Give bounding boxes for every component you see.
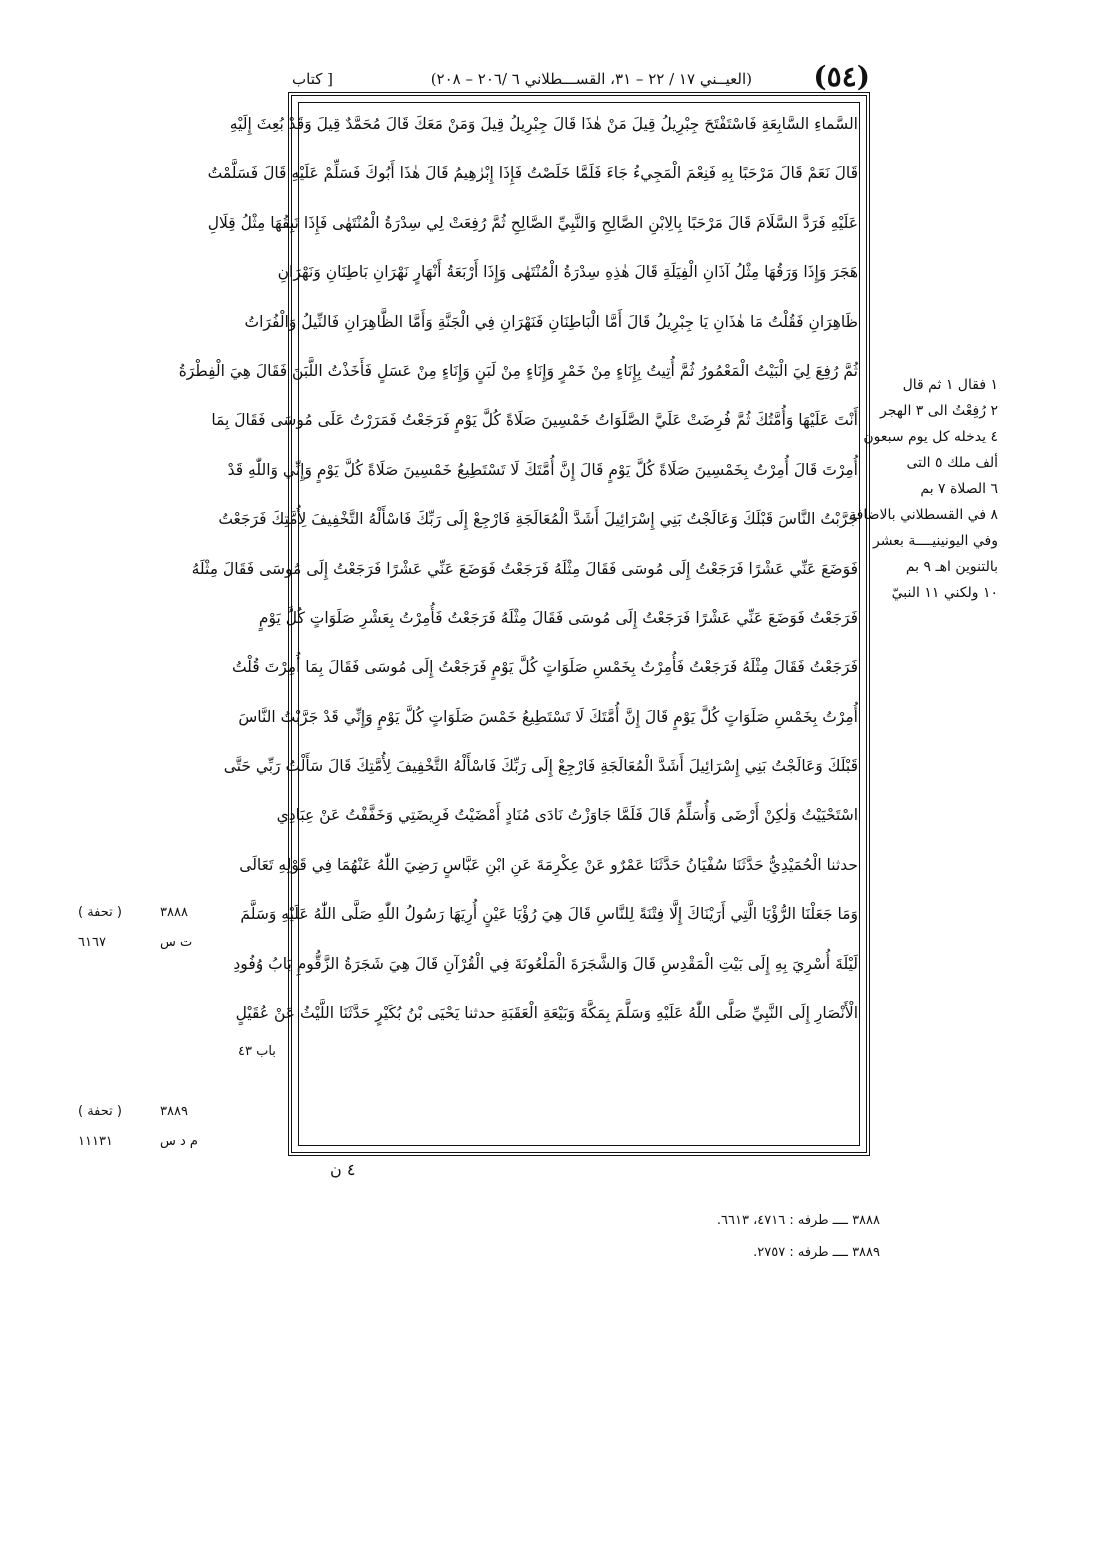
tuhfa-label: ( تحفة ) xyxy=(78,905,122,920)
header-references: (العيــني ١٧ / ٢٢ – ٣١، القســـطلاني ٦ /٢٠٦ – ٢٠٨) xyxy=(430,70,752,88)
text-line: قَبْلَكَ وَعَالَجْتُ بَنِي إِسْرَائِيلَ أَشَدَّ الْمُعَالَجَةِ فَارْجِعْ إِلَى رَبِّكَ فَاسْأَلْهُ التَّخْفِيفَ لِأُمَّتِكَ قَالَ سَأَلْتُ رَبِّي حَتَّى xyxy=(223,757,858,776)
signature-mark: ٤ ن xyxy=(330,1160,356,1179)
text-line: عَلَيْهِ فَرَدَّ السَّلَامَ قَالَ مَرْحَبًا بِالِابْنِ الصَّالِحِ وَالنَّبِيِّ الصَّالِحِ ثُمَّ رُفِعَتْ لِي سِدْرَةُ الْمُنْتَهٰى فَإِذَا نَبِقُهَا مِثْلُ قِلَالِ xyxy=(207,213,858,232)
collection-codes: ت س xyxy=(160,935,193,950)
text-line: وَمَا جَعَلْنَا الرُّؤْيَا الَّتِي أَرَيْنَاكَ إِلَّا فِتْنَةً لِلنَّاسِ قَالَ هِيَ رُؤْيَا عَيْنٍ أُرِيَهَا رَسُولُ اللّٰهِ صَلَّى اللّٰهُ عَلَيْهِ وَسَلَّمَ xyxy=(240,905,858,924)
collection-codes: م د س xyxy=(160,1134,198,1149)
variant-reading: ٤ يدخله كل يوم سبعون xyxy=(863,429,998,445)
tuhfa-number: ١١١٣١ xyxy=(78,1134,113,1149)
text-line: حدثنا الْحُمَيْدِيُّ حَدَّثَنَا سُفْيَانُ حَدَّثَنَا عَمْرٌو عَنْ عِكْرِمَةَ عَنِ ابْنِ عَبَّاسٍ رَضِيَ اللّٰهُ عَنْهُمَا فِي قَوْلِهِ تَعَالَى xyxy=(239,855,858,874)
text-line: فَرَجَعْتُ فَوَضَعَ عَنِّي عَشْرًا فَرَجَعْتُ إِلَى مُوسَى فَقَالَ مِثْلَهُ فَرَجَعْتُ فَأُمِرْتُ بِعَشْرِ صَلَوَاتٍ كُلَّ يَوْمٍ xyxy=(258,608,858,627)
text-line: أُمِرْتَ قَالَ أُمِرْتُ بِخَمْسِينَ صَلَاةً كُلَّ يَوْمٍ قَالَ إِنَّ أُمَّتَكَ لَا تَسْتَطِيعُ خَمْسِينَ صَلَاةً كُلَّ يَوْمٍ وَإِنِّي وَاللّٰهِ قَدْ xyxy=(227,460,858,479)
page-header xyxy=(292,58,870,96)
variant-readings xyxy=(849,372,998,606)
text-line: أَنْتَ عَلَيْهَا وَأُمَّتُكَ ثُمَّ فُرِضَتْ عَلَيَّ الصَّلَوَاتُ خَمْسِينَ صَلَاةً كُلَّ يَوْمٍ فَرَجَعْتُ فَمَرَرْتُ عَلَى مُوسَى فَقَالَ بِمَا xyxy=(211,411,858,430)
variant-reading: ١ فقال ١ ثم قال xyxy=(902,377,998,393)
variant-reading: ٨ في القسطلاني بالاضافة xyxy=(849,507,998,523)
page-number: (٥٤) xyxy=(813,60,870,93)
hadith-number: ٣٨٨٩ xyxy=(160,1104,188,1119)
tuhfa-number: ٦١٦٧ xyxy=(78,935,106,950)
text-line: اسْتَحْيَيْتُ وَلٰكِنْ أَرْضَى وَأُسَلِّمُ قَالَ فَلَمَّا جَاوَزْتُ نَادَى مُنَادٍ أَمْضَيْتُ فَرِيضَتِي وَخَفَّفْتُ عَنْ عِبَادِي xyxy=(276,806,858,825)
main-text xyxy=(178,100,858,1038)
book-title: [ كتاب xyxy=(292,70,333,88)
text-line: أُمِرْتُ بِخَمْسِ صَلَوَاتٍ كُلَّ يَوْمٍ قَالَ إِنَّ أُمَّتَكَ لَا تَسْتَطِيعُ خَمْسَ صَلَوَاتٍ كُلَّ يَوْمٍ وَإِنِّي قَدْ جَرَّبْتُ النَّاسَ xyxy=(238,707,858,726)
variant-reading: بالتنوين اهـ ٩ بم xyxy=(905,559,998,575)
variant-reading: ٦ الصلاة ٧ بم xyxy=(920,481,998,497)
text-line: ظَاهِرَانِ فَقُلْتُ مَا هٰذَانِ يَا جِبْرِيلُ قَالَ أَمَّا الْبَاطِنَانِ فَنَهْرَانِ فِي الْجَنَّةِ وَأَمَّا الظَّاهِرَانِ فَالنِّيلُ وَالْفُرَاتُ xyxy=(244,312,858,331)
text-line: لَيْلَةَ أُسْرِيَ بِهِ إِلَى بَيْتِ الْمَقْدِسِ قَالَ وَالشَّجَرَةَ الْمَلْعُونَةَ فِي الْقُرْآنِ قَالَ هِيَ شَجَرَةُ الزَّقُّومِ بَابُ وُفُودِ xyxy=(233,954,858,973)
footnote: ٣٨٨٨ ــــ طرفه : ٤٧١٦، ٦٦١٣. xyxy=(716,1213,880,1228)
text-line: فَوَضَعَ عَنِّي عَشْرًا فَرَجَعْتُ إِلَى مُوسَى فَقَالَ مِثْلَهُ فَرَجَعْتُ فَوَضَعَ عَنِّي عَشْرًا فَرَجَعْتُ إِلَى مُوسَى فَقَالَ مِثْلَهُ xyxy=(191,559,858,578)
text-line: الْأَنْصَارِ إِلَى النَّبِيِّ صَلَّى اللّٰهُ عَلَيْهِ وَسَلَّمَ بِمَكَّةَ وَبَيْعَةِ الْعَقَبَةِ حدثنا يَحْيَى بْنُ بُكَيْرٍ حَدَّثَنَا اللَّيْثُ عَنْ عُقَيْلٍ xyxy=(235,1004,858,1023)
text-line: هَجَرَ وَإِذَا وَرَقُهَا مِثْلُ آذَانِ الْفِيَلَةِ قَالَ هٰذِهِ سِدْرَةُ الْمُنْتَهٰى وَإِذَا أَرْبَعَةُ أَنْهَارٍ نَهْرَانِ بَاطِنَانِ وَنَهْرَانِ xyxy=(277,263,858,282)
variant-reading: ٢ رُفِعْتُ الى ٣ الهجر xyxy=(879,403,998,419)
variant-reading: ١٠ ولكني ١١ النبيّ xyxy=(891,585,998,601)
variant-reading: وفي اليونينيــــة بعشر xyxy=(873,533,998,549)
footnotes xyxy=(680,1205,880,1269)
text-line: ثُمَّ رُفِعَ لِيَ الْبَيْتُ الْمَعْمُورُ ثُمَّ أُتِيتُ بِإِنَاءٍ مِنْ خَمْرٍ وَإِنَاءٍ مِنْ لَبَنٍ وَإِنَاءٍ مِنْ عَسَلٍ فَأَخَذْتُ اللَّبَنَ فَقَالَ هِيَ الْفِطْرَةُ xyxy=(178,361,858,380)
text-line: السَّماءِ السَّابِعَةِ فَاسْتَفْتَحَ جِبْرِيلُ قِيلَ مَنْ هٰذَا قَالَ جِبْرِيلُ قِيلَ وَمَنْ مَعَكَ قَالَ مُحَمَّدٌ قِيلَ وَقَدْ بُعِثَ إِلَيْهِ xyxy=(229,115,858,133)
footnote: ٣٨٨٩ ــــ طرفه : ٢٧٥٧. xyxy=(753,1245,880,1260)
chapter-number: باب ٤٣ xyxy=(238,1044,276,1059)
text-line: فَرَجَعْتُ فَقَالَ مِثْلَهُ فَرَجَعْتُ فَأُمِرْتُ بِخَمْسِ صَلَوَاتٍ كُلَّ يَوْمٍ فَرَجَعْتُ إِلَى مُوسَى فَقَالَ بِمَا أُمِرْتَ قُلْتُ xyxy=(231,658,858,677)
text-line: قَالَ نَعَمْ قَالَ مَرْحَبًا بِهِ فَنِعْمَ الْمَجِيءُ جَاءَ فَلَمَّا خَلَصْتُ فَإِذَا إِبْرٰهِيمُ قَالَ هٰذَا أَبُوكَ فَسَلِّمْ عَلَيْهِ قَالَ فَسَلَّمْتُ xyxy=(207,164,858,183)
tuhfa-label: ( تحفة ) xyxy=(78,1104,122,1119)
hadith-number: ٣٨٨٨ xyxy=(160,905,188,920)
text-line: جَرَّبْتُ النَّاسَ قَبْلَكَ وَعَالَجْتُ بَنِي إِسْرَائِيلَ أَشَدَّ الْمُعَالَجَةِ فَارْجِعْ إِلَى رَبِّكَ فَاسْأَلْهُ التَّخْفِيفَ لِأُمَّتِكَ فَرَجَعْتُ xyxy=(218,510,858,529)
variant-reading: ألف ملك ٥ التى xyxy=(906,455,998,471)
